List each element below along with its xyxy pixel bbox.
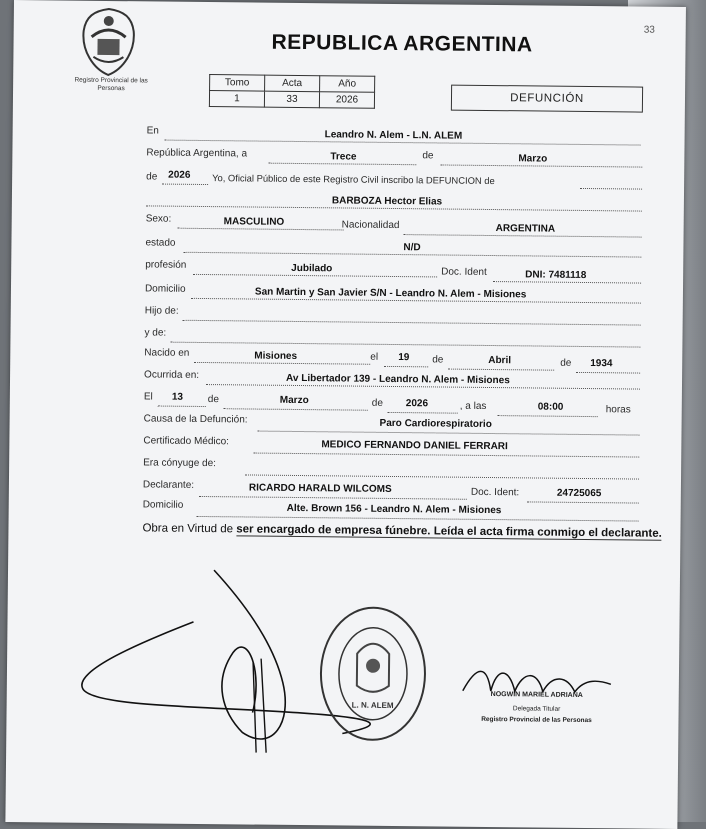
- label-hijo-de: Hijo de:: [144, 305, 179, 317]
- rule: [580, 188, 642, 190]
- page-number: 33: [643, 24, 655, 36]
- table-cell-anio: 2026: [319, 92, 374, 109]
- label-de: de: [432, 354, 444, 366]
- label-republica: República Argentina, a: [146, 147, 248, 160]
- rule: [183, 320, 641, 326]
- obra-en-virtud-paragraph: [142, 521, 662, 540]
- label-profesion: profesión: [145, 259, 187, 271]
- value-mes: Marzo: [518, 153, 548, 165]
- value-causa: Paro Cardiorespiratorio: [379, 417, 492, 431]
- value-localidad: Leandro N. Alem - L.N. ALEM: [324, 129, 463, 142]
- obra-text: ser encargado de empresa fúnebre. Leída el acta firma conmigo el declarante.: [236, 523, 662, 540]
- value-def-dia: 13: [171, 391, 184, 403]
- label-conyuge: Era cónyuge de:: [143, 457, 217, 470]
- rule: [224, 408, 368, 411]
- label-nacionalidad: Nacionalidad: [341, 219, 400, 232]
- rule: [193, 274, 437, 278]
- label-de: de: [207, 394, 220, 406]
- value-anio: 2026: [168, 169, 191, 181]
- label-de: de: [422, 150, 434, 162]
- label-declarante: Declarante:: [142, 479, 195, 491]
- label-sexo: Sexo:: [145, 213, 172, 225]
- value-estado: N/D: [403, 242, 421, 254]
- value-declarante-domicilio: Alte. Brown 156 - Leandro N. Alem - Misiones: [286, 502, 502, 517]
- label-y-de: y de:: [144, 327, 167, 339]
- rule: [268, 163, 416, 166]
- rule: [493, 281, 641, 284]
- value-declarante-doc: 24725065: [556, 487, 602, 500]
- registry-stamp: [316, 603, 429, 744]
- table-cell-acta: 33: [264, 91, 319, 108]
- document-type-box: DEFUNCIÓN: [451, 85, 643, 113]
- label-horas: horas: [605, 404, 631, 416]
- rule: [384, 366, 428, 367]
- rule: [178, 228, 344, 231]
- rule: [194, 362, 370, 365]
- label-estado: estado: [145, 237, 176, 249]
- rule: [162, 184, 208, 185]
- rule: [257, 431, 639, 436]
- official-office: Registro Provincial de las Personas: [481, 715, 592, 725]
- value-def-anio: 2026: [405, 398, 429, 410]
- label-domicilio-declarante: Domicilio: [142, 499, 184, 511]
- label-de: de: [146, 171, 158, 183]
- rule: [158, 406, 206, 408]
- label-a-las: , a las: [459, 400, 487, 412]
- rule: [197, 516, 639, 522]
- value-nac-dia: 19: [398, 352, 410, 364]
- value-ocurrida-en: Av Libertador 139 - Leandro N. Alem - Misiones: [285, 372, 510, 387]
- value-dni: DNI: 7481118: [525, 269, 587, 282]
- label-el: El: [143, 391, 153, 403]
- value-nac-anio: 1934: [590, 358, 613, 370]
- rule: [527, 501, 639, 503]
- label-domicilio: Domicilio: [144, 283, 186, 295]
- value-profesion: Jubilado: [291, 262, 333, 275]
- value-nac-mes: Abril: [488, 354, 512, 367]
- value-nacido-en: Misiones: [254, 350, 298, 362]
- label-en: En: [146, 125, 159, 137]
- stamp-center-text: L. N. ALEM: [351, 700, 394, 711]
- value-nombre: BARBOZA Hector Elias: [331, 195, 443, 208]
- province-crest-icon: [79, 7, 138, 78]
- value-nacionalidad: ARGENTINA: [495, 223, 556, 235]
- obra-prefix: Obra en Virtud de: [142, 522, 234, 536]
- value-declarante: RICARDO HARALD WILCOMS: [248, 482, 392, 495]
- official-signature-name: NOGWIN MARIEL ADRIANA: [490, 691, 583, 699]
- label-nacido-en: Nacido en: [144, 347, 190, 359]
- table-header-tomo: Tomo: [210, 75, 265, 92]
- label-causa: Causa de la Defunción:: [143, 413, 248, 426]
- rule: [199, 496, 467, 500]
- rule: [388, 412, 458, 414]
- rule: [404, 234, 642, 237]
- value-dia-texto: Trece: [330, 151, 357, 163]
- table-cell-tomo: 1: [209, 91, 264, 108]
- label-doc-ident-declarante: Doc. Ident:: [470, 486, 520, 499]
- value-hora: 08:00: [537, 401, 564, 413]
- official-role: Delegada Titular: [512, 705, 561, 713]
- page-title: REPUBLICA ARGENTINA: [271, 30, 533, 57]
- rule: [253, 453, 639, 458]
- table-header-anio: Año: [320, 76, 375, 93]
- value-sexo: MASCULINO: [223, 216, 285, 228]
- rule: [245, 474, 639, 479]
- label-el: el: [370, 351, 379, 363]
- value-certificado: MEDICO FERNANDO DANIEL FERRARI: [321, 439, 508, 453]
- label-doc-ident: Doc. Ident: [441, 266, 487, 278]
- label-de: de: [371, 397, 383, 409]
- death-certificate-page: [5, 0, 686, 829]
- label-ocurrida-en: Ocurrida en:: [144, 369, 200, 381]
- label-yo: Yo, Oficial Público de este Registro Civil inscribo la DEFUNCION de: [212, 172, 495, 187]
- rule: [440, 164, 642, 167]
- rule: [170, 342, 640, 348]
- rule: [576, 372, 640, 374]
- label-de: de: [560, 357, 572, 369]
- registry-caption: Registro Provincial de las Personas: [74, 76, 148, 93]
- table-header-acta: Acta: [265, 75, 320, 92]
- value-domicilio: San Martin y San Javier S/N - Leandro N. Alem - Misiones: [254, 286, 527, 301]
- rule: [498, 415, 598, 417]
- label-certificado: Certificado Médico:: [143, 435, 230, 448]
- record-table: [209, 74, 375, 109]
- rule: [448, 369, 554, 371]
- value-def-mes: Marzo: [279, 394, 309, 407]
